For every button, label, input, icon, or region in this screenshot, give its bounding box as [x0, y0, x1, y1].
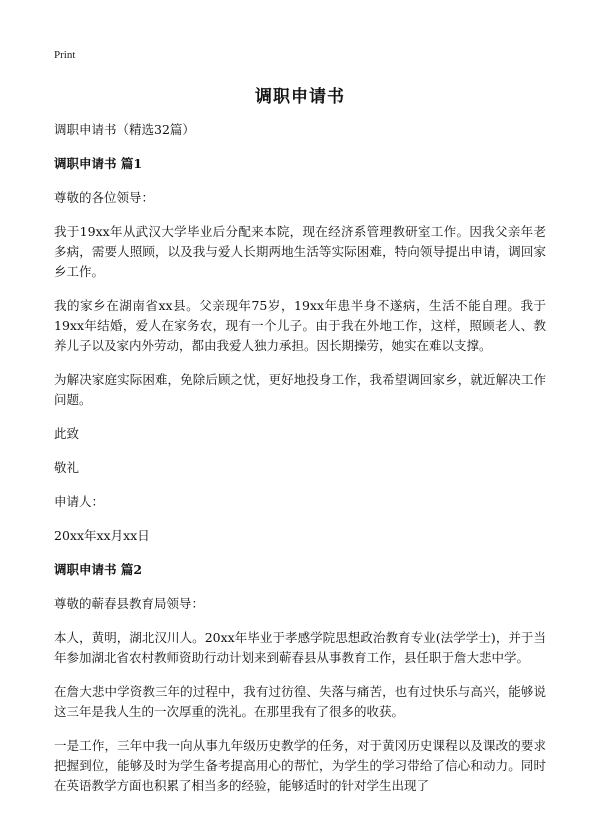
section-heading-2: 调职申请书 篇2: [54, 562, 143, 577]
closing-line-1: 此致: [54, 426, 80, 441]
paragraph-1-1: 我于19xx年从武汉大学毕业后分配来本院，现在经济系管理教研室工作。因我父亲年老多病，需要人照顾，以及我与爱人长期两地生活等实际困难，特向领导提出申请，调回家乡工作。: [54, 224, 546, 279]
paragraph-2-2: 在詹大悲中学资教三年的过程中，我有过彷徨、失落与痛苦，也有过快乐与高兴，能够说这三年是我人生的一次厚重的洗礼。在那里我有了很多的收获。: [54, 684, 546, 719]
paragraph-2-1: 本人，黄明，湖北汉川人。20xx年毕业于孝感学院思想政治教育专业(法学学士)，并于当年参加湖北省农村教师资助行动计划来到蕲春县从事教育工作，县任职于詹大悲中学。: [54, 630, 546, 665]
paragraph-1-2: 我的家乡在湖南省xx县。父亲现年75岁，19xx年患半身不遂病，生活不能自理。我于19xx年结婚，爱人在家务农，现有一个儿子。由于我在外地工作，这样，照顾老人、教养儿子以及家内外劳动，都由我爱人独力承担。因长期操劳，她实在难以支撑。: [54, 298, 546, 353]
document-subtitle: 调职申请书（精选32篇）: [54, 122, 195, 137]
paragraph-2-3: 一是工作，三年中我一向从事九年级历史教学的任务，对于黄冈历史课程以及课改的要求把握到位，能够及时为学生备考提高用心的帮忙，为学生的学习带给了信心和动力。同时在英语教学方面也积累了相当多的经验，能够适时的针对学生出现了: [54, 738, 546, 793]
date-line: 20xx年xx月xx日: [54, 528, 150, 543]
section-heading-1: 调职申请书 篇1: [54, 156, 143, 171]
print-label[interactable]: Print: [54, 49, 76, 61]
salutation-1: 尊敬的各位领导：: [54, 190, 155, 205]
paragraph-1-3: 为解决家庭实际困难，免除后顾之忧，更好地投身工作，我希望调回家乡，就近解决工作问题。: [54, 372, 546, 407]
salutation-2: 尊敬的蕲春县教育局领导：: [54, 596, 205, 611]
document-title: 调职申请书: [255, 87, 345, 107]
closing-line-2: 敬礼: [54, 460, 80, 475]
signature-line: 申请人：: [54, 494, 105, 509]
document-body: [54, 120, 546, 810]
